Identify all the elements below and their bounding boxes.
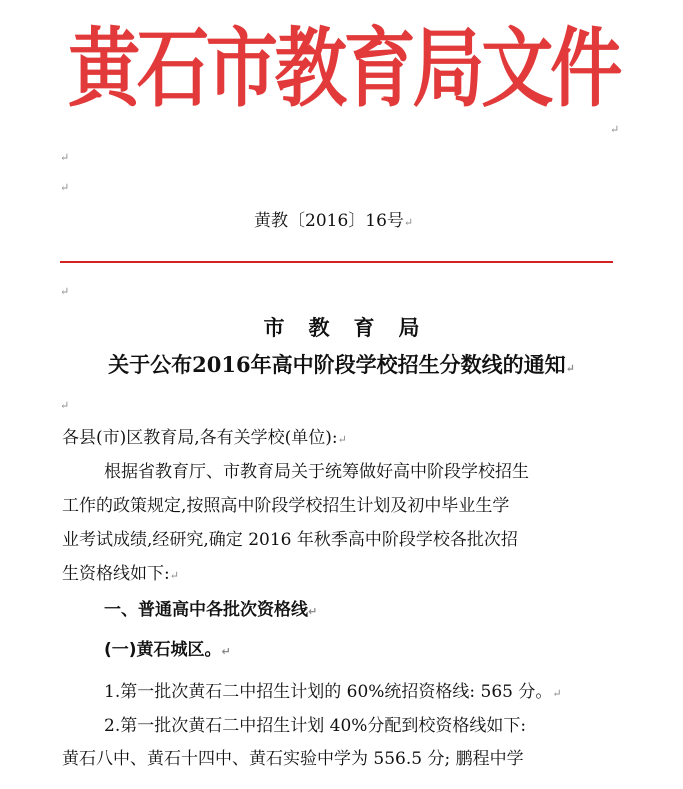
paragraph-line — [62, 561, 179, 587]
paragraph-mark: ↵ — [221, 645, 231, 658]
paragraph-mark: ↵ — [565, 362, 575, 375]
subsection-heading-text: (一)黄石城区。 — [104, 640, 222, 660]
document-number-text: 黄教〔2016〕16号 — [254, 211, 404, 231]
document-number — [254, 208, 413, 234]
salutation — [62, 425, 347, 451]
issuer-char: 教 — [308, 315, 330, 340]
paragraph-mark: ↵ — [60, 285, 70, 298]
paragraph-mark: ↵ — [60, 181, 70, 194]
issuer-char: 育 — [353, 315, 375, 340]
list-item-continuation: 黄石八中、黄石十四中、黄石实验中学为 556.5 分; 鹏程中学 — [62, 749, 524, 769]
paragraph-mark: ↵ — [610, 123, 620, 136]
document-title-text: 关于公布2016年高中阶段学校招生分数线的通知 — [108, 352, 566, 377]
paragraph-line: 工作的政策规定,按照高中阶段学校招生计划及初中毕业生学 — [62, 496, 510, 516]
paragraph-mark: ↵ — [60, 151, 70, 164]
paragraph-line: 业考试成绩,经研究,确定 2016 年秋季高中阶段学校各批次招 — [62, 530, 518, 550]
list-item — [104, 679, 562, 705]
red-divider-line — [60, 261, 613, 263]
paragraph-mark: ↵ — [60, 399, 70, 412]
list-item: 2.第一批次黄石二中招生计划 40%分配到校资格线如下: — [104, 716, 527, 736]
subsection-heading — [104, 637, 231, 663]
paragraph-mark: ↵ — [308, 605, 318, 618]
section-heading — [104, 597, 317, 623]
issuer-char: 局 — [398, 315, 420, 340]
paragraph-mark: ↵ — [169, 569, 179, 582]
paragraph-mark: ↵ — [337, 433, 347, 446]
issuer-heading — [0, 313, 683, 343]
section-heading-text: 一、普通高中各批次资格线 — [104, 600, 308, 620]
paragraph-line: 根据省教育厅、市教育局关于统筹做好高中阶段学校招生 — [104, 462, 529, 482]
list-item-text: 1.第一批次黄石二中招生计划的 60%统招资格线: 565 分。 — [104, 682, 553, 702]
issuer-char: 市 — [263, 315, 285, 340]
masthead-title: 黄石市教育局文件 — [68, 18, 620, 119]
paragraph-mark: ↵ — [552, 687, 562, 700]
document-title — [0, 350, 683, 380]
paragraph-line-text: 生资格线如下: — [62, 564, 170, 584]
salutation-text: 各县(市)区教育局,各有关学校(单位): — [62, 428, 338, 448]
paragraph-mark: ↵ — [403, 216, 414, 229]
